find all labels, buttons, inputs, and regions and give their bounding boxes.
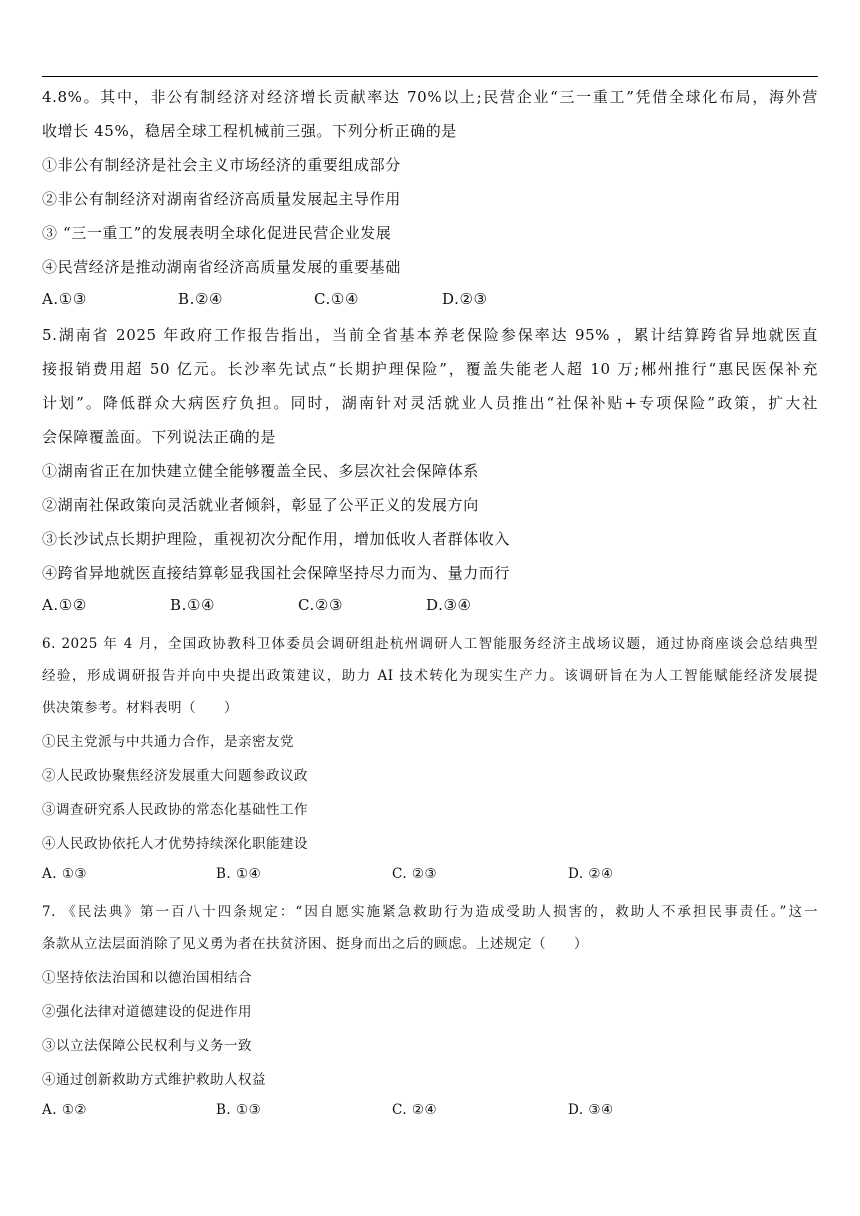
q6-option-a[interactable]: A. ①③: [42, 866, 88, 882]
q4-text-line-2: 收增长 45%，稳居全球工程机械前三强。下列分析正确的是: [42, 122, 457, 140]
q5-text-line-4: 会保障覆盖面。下列说法正确的是: [42, 428, 277, 446]
q7-statement-3: ③以立法保障公民权利与义务一致: [42, 1038, 252, 1054]
q6-option-c[interactable]: C. ②③: [392, 866, 438, 882]
q6-text-line-3: 供决策参考。材料表明（ ）: [42, 700, 238, 716]
q4-option-a[interactable]: A.①③: [42, 290, 87, 308]
header-rule: [42, 76, 818, 77]
q5-text-line-3: 计划”。降低群众大病医疗负担。同时，湖南针对灵活就业人员推出“社保补贴+专项保险”政策，扩大社: [42, 394, 818, 412]
q7-text-line-1: 7. 《民法典》第一百八十四条规定：“因自愿实施紧急救助行为造成受助人损害的，救助人不承担民事责任。”这一: [42, 904, 818, 920]
q5-statement-1: ①湖南省正在加快建立健全能够覆盖全民、多层次社会保障体系: [42, 462, 479, 480]
q6-text-line-1: 6. 2025 年 4 月，全国政协教科卫体委员会调研组赴杭州调研人工智能服务经济主战场议题，通过协商座谈会总结典型: [42, 636, 818, 652]
q7-statement-4: ④通过创新救助方式维护救助人权益: [42, 1072, 266, 1088]
q7-option-d[interactable]: D. ③④: [568, 1102, 614, 1118]
q5-option-b[interactable]: B.①④: [170, 596, 216, 614]
q4-option-b[interactable]: B.②④: [178, 290, 224, 308]
q7-option-c[interactable]: C. ②④: [392, 1102, 438, 1118]
q6-statement-2: ②人民政协聚焦经济发展重大问题参政议政: [42, 768, 308, 784]
q4-text-line-1: 4.8%。其中，非公有制经济对经济增长贡献率达 70%以上;民营企业“三一重工”凭借全球化布局，海外营: [42, 88, 818, 106]
q4-option-c[interactable]: C.①④: [314, 290, 360, 308]
q4-statement-1: ①非公有制经济是社会主义市场经济的重要组成部分: [42, 156, 401, 174]
q4-statement-3: ③ “三一重工”的发展表明全球化促进民营企业发展: [42, 224, 392, 242]
q6-option-b[interactable]: B. ①④: [216, 866, 262, 882]
q7-statement-1: ①坚持依法治国和以德治国相结合: [42, 970, 252, 986]
q5-statement-4: ④跨省异地就医直接结算彰显我国社会保障坚持尽力而为、量力而行: [42, 564, 511, 582]
q7-text-line-2: 条款从立法层面消除了见义勇为者在扶贫济困、挺身而出之后的顾虑。上述规定（ ）: [42, 936, 588, 952]
q5-text-line-1: 5.湖南省 2025 年政府工作报告指出，当前全省基本养老保险参保率达 95% ，累计结算跨省异地就医直: [42, 326, 818, 344]
q6-statement-3: ③调查研究系人民政协的常态化基础性工作: [42, 802, 308, 818]
q5-text-line-2: 接报销费用超 50 亿元。长沙率先试点“长期护理保险”，覆盖失能老人超 10 万;郴州推行“惠民医保补充: [42, 360, 818, 378]
q7-statement-2: ②强化法律对道德建设的促进作用: [42, 1004, 252, 1020]
q7-option-a[interactable]: A. ①②: [42, 1102, 88, 1118]
q5-statement-3: ③长沙试点长期护理险，重视初次分配作用，增加低收人者群体收入: [42, 530, 511, 548]
q5-option-d[interactable]: D.③④: [426, 596, 472, 614]
q4-option-d[interactable]: D.②③: [442, 290, 488, 308]
q5-statement-2: ②湖南社保政策向灵活就业者倾斜，彰显了公平正义的发展方向: [42, 496, 479, 514]
q7-option-b[interactable]: B. ①③: [216, 1102, 262, 1118]
q5-option-a[interactable]: A.①②: [42, 596, 87, 614]
q4-statement-4: ④民营经济是推动湖南省经济高质量发展的重要基础: [42, 258, 401, 276]
q5-option-c[interactable]: C.②③: [298, 596, 344, 614]
q6-text-line-2: 经验，形成调研报告并向中央提出政策建议，助力 AI 技术转化为现实生产力。该调研旨在为人工智能赋能经济发展提: [42, 668, 818, 684]
q4-statement-2: ②非公有制经济对湖南省经济高质量发展起主导作用: [42, 190, 401, 208]
q6-statement-1: ①民主党派与中共通力合作，是亲密友党: [42, 734, 294, 750]
q6-option-d[interactable]: D. ②④: [568, 866, 614, 882]
q6-statement-4: ④人民政协依托人才优势持续深化职能建设: [42, 836, 308, 852]
